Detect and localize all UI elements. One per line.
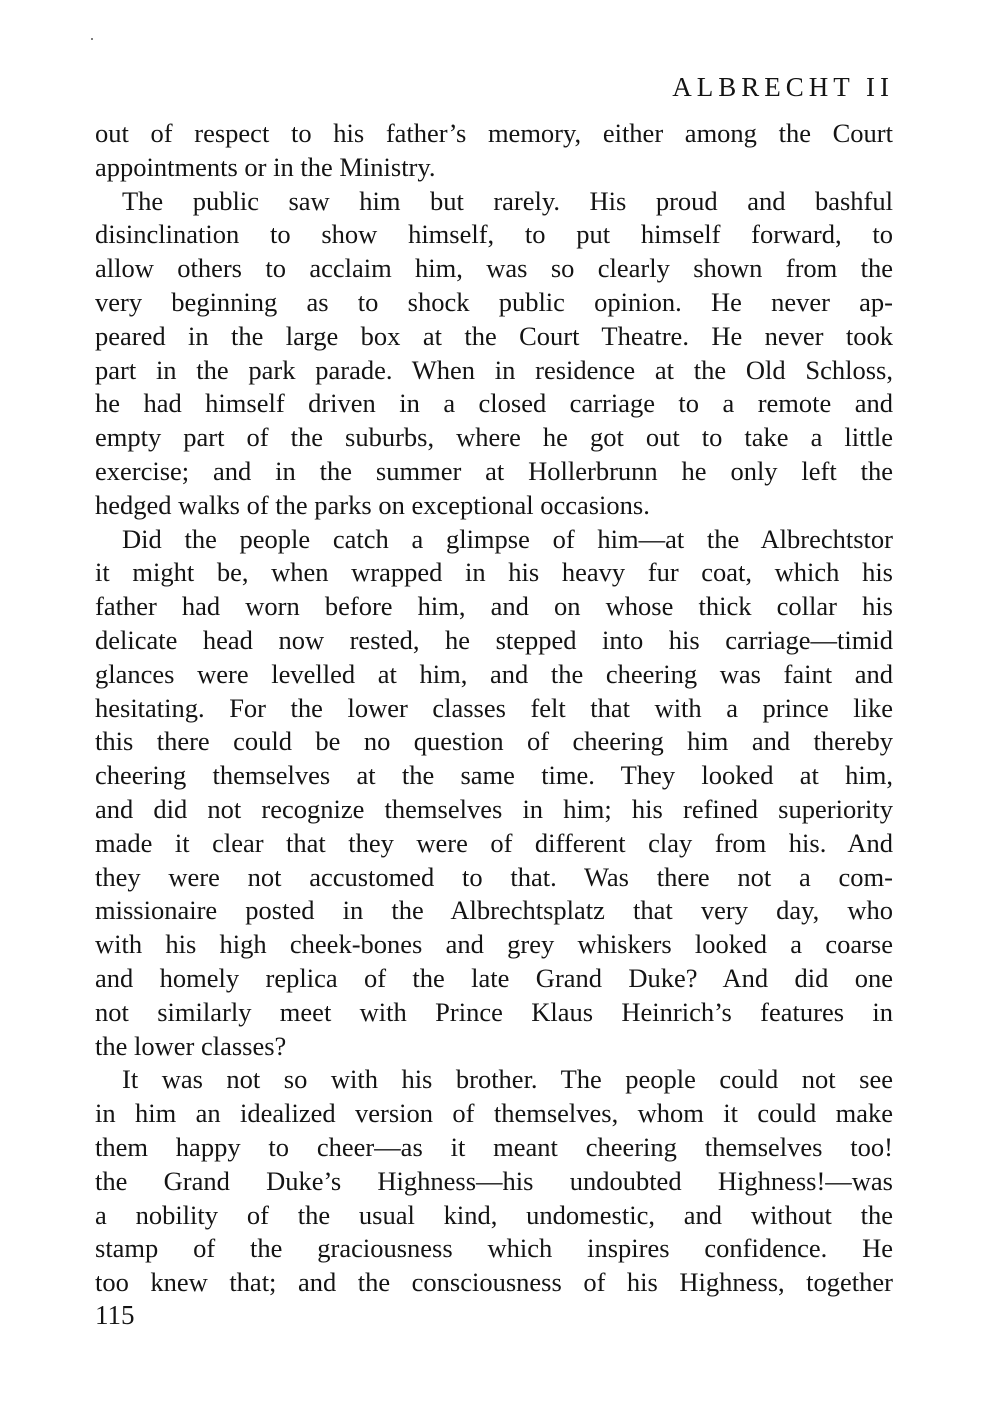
text-line: appointments or in the Ministry. <box>95 151 436 182</box>
running-head: ALBRECHT II <box>672 72 894 102</box>
text-line: stamp of the graciousness which inspires confidence. He <box>95 1233 893 1264</box>
text-line: the lower classes? <box>95 1030 287 1061</box>
text-line: cheering themselves at the same time. They looked at him, <box>95 760 893 791</box>
text-line: out of respect to his father’s memory, either among the Court <box>95 118 893 148</box>
body-text <box>95 117 893 1300</box>
text-line: father had worn before him, and on whose thick collar his <box>95 591 893 622</box>
text-line: exercise; and in the summer at Hollerbrunn he only left the <box>95 455 893 486</box>
text-line: with his high cheek-bones and grey whiskers looked a coarse <box>95 929 893 960</box>
text-line: a nobility of the usual kind, undomestic, and without the <box>95 1199 893 1230</box>
text-line: It was not so with his brother. The people could not see <box>122 1064 893 1095</box>
text-line: the Grand Duke’s Highness—his undoubted Highness!—was <box>95 1165 893 1196</box>
text-line: not similarly meet with Prince Klaus Heinrich’s features in <box>95 996 893 1027</box>
scan-speck <box>91 38 93 40</box>
text-line: Did the people catch a glimpse of him—at the Albrechtstor <box>122 523 893 554</box>
text-line: missionaire posted in the Albrechtsplatz that very day, who <box>95 895 893 926</box>
text-line: very beginning as to shock public opinion. He never ap- <box>95 286 893 317</box>
text-line: he had himself driven in a closed carriage to a remote and <box>95 388 893 419</box>
text-line: hesitating. For the lower classes felt that with a prince like <box>95 692 893 723</box>
text-line: peared in the large box at the Court Theatre. He never took <box>95 320 893 351</box>
text-line: in him an idealized version of themselves, whom it could make <box>95 1098 893 1129</box>
text-line: empty part of the suburbs, where he got out to take a little <box>95 422 893 453</box>
text-line: and did not recognize themselves in him; his refined superiority <box>95 793 893 824</box>
text-line: made it clear that they were of different clay from his. And <box>95 827 893 858</box>
text-line: part in the park parade. When in residence at the Old Schloss, <box>95 354 893 385</box>
text-line: too knew that; and the consciousness of his Highness, together <box>95 1267 893 1298</box>
text-line: this there could be no question of cheering him and thereby <box>95 726 893 757</box>
page-number: 115 <box>95 1300 135 1330</box>
text-line: disinclination to show himself, to put himself forward, to <box>95 219 893 250</box>
text-line: them happy to cheer—as it meant cheering themselves too! <box>95 1131 893 1162</box>
text-line: allow others to acclaim him, was so clearly shown from the <box>95 253 893 284</box>
text-line: it might be, when wrapped in his heavy fur coat, which his <box>95 557 893 588</box>
text-line: The public saw him but rarely. His proud and bashful <box>122 185 893 216</box>
text-line: they were not accustomed to that. Was there not a com- <box>95 861 893 892</box>
text-line: delicate head now rested, he stepped into his carriage—timid <box>95 624 893 655</box>
text-line: glances were levelled at him, and the cheering was faint and <box>95 658 893 689</box>
text-line: and homely replica of the late Grand Duke? And did one <box>95 962 893 993</box>
text-line: hedged walks of the parks on exceptional occasions. <box>95 489 650 520</box>
